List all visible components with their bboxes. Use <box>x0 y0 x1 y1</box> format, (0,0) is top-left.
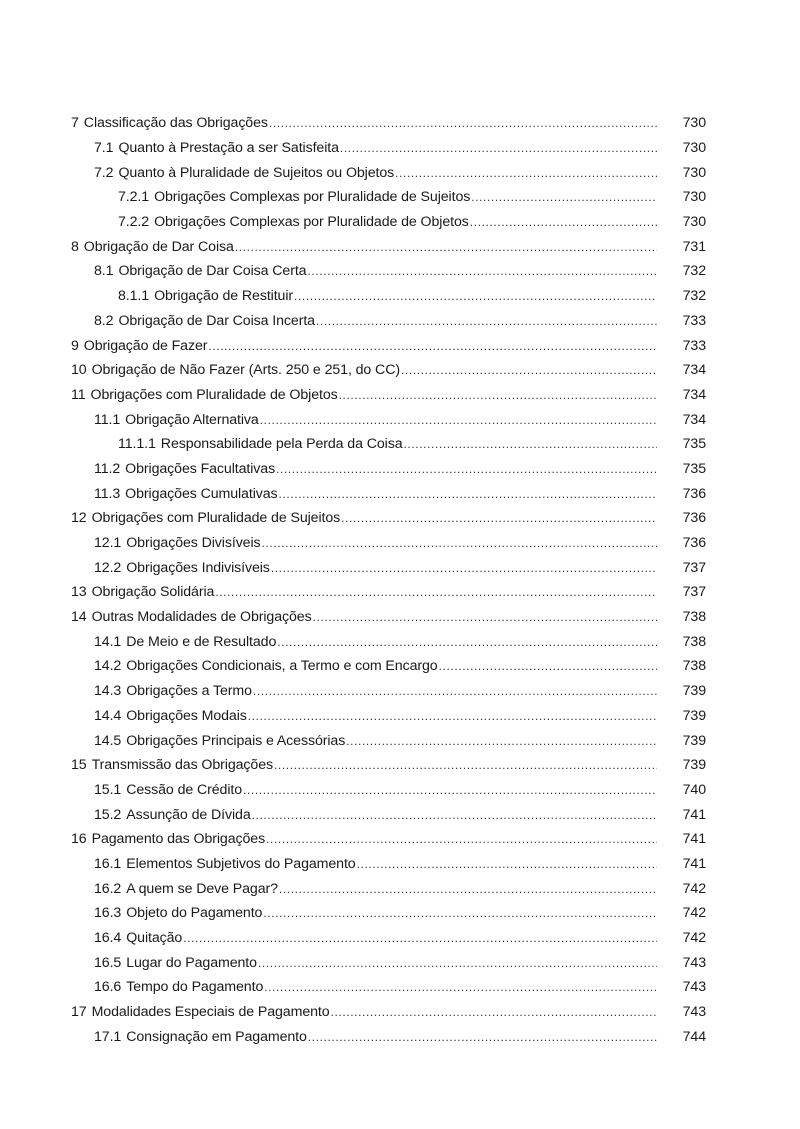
toc-entry <box>0 111 800 136</box>
toc-entry-leader <box>94 658 657 674</box>
toc-entry-title: Quanto à Prestação a ser Satisfeita <box>118 140 339 157</box>
toc-entry-page-number: 730 <box>682 189 706 206</box>
toc-entry-number: 8.1.1 <box>118 288 150 305</box>
toc-entry-title: Obrigações Indivisíveis <box>126 559 270 576</box>
dot-leader <box>307 1030 657 1044</box>
toc-entry <box>0 679 800 704</box>
toc-entry-title: Obrigações com Pluralidade de Objetos <box>90 386 338 403</box>
toc-entry <box>0 580 800 605</box>
toc-entry-title: Pagamento das Obrigações <box>91 831 266 848</box>
toc-entry <box>0 358 800 383</box>
toc-entry-number: 7.1 <box>94 140 114 157</box>
toc-entry-title: Obrigações Cumulativas <box>125 485 278 502</box>
toc-entry-title: Obrigações Modais <box>126 707 247 724</box>
toc-entry-title: Obrigações Condicionais, a Termo e com Encargo <box>126 658 438 675</box>
dot-leader <box>330 1005 657 1019</box>
toc-entry-page-number: 732 <box>682 288 706 305</box>
toc-entry-page-number: 743 <box>682 954 706 971</box>
toc-entry-page-number: 738 <box>682 658 706 675</box>
toc-entry-title: Outras Modalidades de Obrigações <box>91 609 312 626</box>
toc-entry <box>0 876 800 901</box>
toc-entry-leader <box>94 782 657 798</box>
toc-entry-title: Obrigações Divisíveis <box>126 535 261 552</box>
toc-entry-title: Obrigações Facultativas <box>125 460 276 477</box>
toc-entry-number: 16.6 <box>94 979 122 996</box>
dot-leader <box>234 240 657 254</box>
toc-entry-page-number: 735 <box>682 460 706 477</box>
dot-leader <box>252 684 657 698</box>
toc-entry <box>0 284 800 309</box>
toc-entry-page-number: 736 <box>682 535 706 552</box>
dot-leader <box>403 437 658 451</box>
toc-entry-page-number: 739 <box>682 757 706 774</box>
toc-entry-page-number: 739 <box>682 732 706 749</box>
toc-entry <box>0 407 800 432</box>
toc-entry-title: Objeto do Pagamento <box>126 905 263 922</box>
dot-leader <box>259 413 657 427</box>
toc-entry-leader <box>71 387 657 403</box>
toc-entry-page-number: 730 <box>682 214 706 231</box>
toc-entry-leader <box>71 362 657 378</box>
dot-leader <box>276 635 657 649</box>
dot-leader <box>214 585 657 599</box>
toc-entry-leader <box>118 436 657 452</box>
toc-entry-leader <box>94 165 657 181</box>
toc-entry-number: 15 <box>71 757 87 774</box>
toc-entry-title: Quitação <box>126 930 183 947</box>
toc-entry-leader <box>71 239 657 255</box>
dot-leader <box>251 808 657 822</box>
toc-entry-leader <box>94 313 657 329</box>
toc-entry-title: Elementos Subjetivos do Pagamento <box>126 855 356 872</box>
toc-entry-leader <box>94 708 657 724</box>
toc-entry-page-number: 740 <box>682 781 706 798</box>
toc-entry-page-number: 738 <box>682 609 706 626</box>
toc-entry-leader <box>94 486 657 502</box>
toc-entry <box>0 629 800 654</box>
toc-entry-page-number: 739 <box>682 707 706 724</box>
dot-leader <box>265 832 657 846</box>
toc-entry-leader <box>118 189 657 205</box>
toc-entry <box>0 901 800 926</box>
toc-entry-page-number: 735 <box>682 436 706 453</box>
toc-entry-page-number: 730 <box>682 164 706 181</box>
toc-entry-title: Obrigação de Dar Coisa <box>83 238 234 255</box>
toc-entry-leader <box>71 1004 657 1020</box>
toc-entry-title: Obrigação de Não Fazer (Arts. 250 e 251, do CC) <box>91 362 400 379</box>
toc-entry-leader <box>94 140 657 156</box>
toc-entry-page-number: 734 <box>682 362 706 379</box>
toc-entry-number: 9 <box>71 337 79 354</box>
toc-entry-page-number: 734 <box>682 386 706 403</box>
dot-leader <box>270 561 657 575</box>
toc-entry <box>0 728 800 753</box>
toc-entry-page-number: 743 <box>682 1004 706 1021</box>
toc-entry <box>0 457 800 482</box>
toc-entry-leader <box>94 535 657 551</box>
toc-entry-page-number: 736 <box>682 510 706 527</box>
toc-entry-title: Assunção de Dívida <box>126 806 251 823</box>
toc-entry-number: 11 <box>71 386 86 403</box>
toc-entry-page-number: 736 <box>682 485 706 502</box>
toc-entry-number: 12 <box>71 510 87 527</box>
toc-entry-number: 8.2 <box>94 312 114 329</box>
toc-entry-page-number: 733 <box>682 337 706 354</box>
toc-entry <box>0 259 800 284</box>
toc-entry-leader <box>71 831 657 847</box>
toc-entry-leader <box>118 288 657 304</box>
toc-entry-leader <box>94 634 657 650</box>
toc-entry-leader <box>71 584 657 600</box>
dot-leader <box>306 264 657 278</box>
toc-entry-number: 12.1 <box>94 535 122 552</box>
toc-entry-page-number: 743 <box>682 979 706 996</box>
toc-entry <box>0 654 800 679</box>
toc-entry-number: 16.3 <box>94 905 122 922</box>
dot-leader <box>263 980 657 994</box>
toc-entry-number: 11.2 <box>94 460 121 477</box>
toc-entry-page-number: 731 <box>682 238 706 255</box>
toc-entry <box>0 802 800 827</box>
toc-entry-leader <box>71 115 657 131</box>
toc-entry-leader <box>94 955 657 971</box>
toc-entry-page-number: 730 <box>682 140 706 157</box>
toc-entry-leader <box>94 1029 657 1045</box>
toc-entry-title: Obrigações Principais e Acessórias <box>126 732 346 749</box>
toc-entry-number: 16.4 <box>94 930 122 947</box>
toc-entry-leader <box>94 560 657 576</box>
toc-entry-number: 11.1.1 <box>118 436 156 453</box>
table-of-contents <box>0 111 800 1049</box>
dot-leader <box>312 610 657 624</box>
toc-entry-leader <box>94 733 657 749</box>
toc-entry-leader <box>94 683 657 699</box>
toc-entry-number: 11.1 <box>94 411 121 428</box>
toc-entry-title: Obrigação de Fazer <box>83 337 208 354</box>
toc-entry-page-number: 732 <box>682 263 706 280</box>
toc-entry-page-number: 742 <box>682 880 706 897</box>
toc-entry-number: 14 <box>71 609 87 626</box>
toc-entry-number: 14.2 <box>94 658 122 675</box>
toc-entry-leader <box>94 263 657 279</box>
toc-entry-number: 16.1 <box>94 855 122 872</box>
toc-entry <box>0 1024 800 1049</box>
toc-entry <box>0 185 800 210</box>
toc-entry-page-number: 741 <box>682 806 706 823</box>
toc-entry <box>0 827 800 852</box>
toc-entry-page-number: 734 <box>682 411 706 428</box>
toc-entry <box>0 531 800 556</box>
toc-entry <box>0 210 800 235</box>
toc-entry <box>0 136 800 161</box>
toc-entry-leader <box>71 757 657 773</box>
toc-entry-title: Classificação das Obrigações <box>83 115 268 132</box>
toc-entry <box>0 753 800 778</box>
toc-entry-number: 15.2 <box>94 806 122 823</box>
toc-entry-title: Quanto à Pluralidade de Sujeitos ou Objetos <box>118 164 395 181</box>
toc-entry-number: 17 <box>71 1004 87 1021</box>
dot-leader <box>278 487 657 501</box>
toc-entry-number: 16.5 <box>94 954 122 971</box>
toc-entry-leader <box>94 930 657 946</box>
toc-entry-number: 14.5 <box>94 732 122 749</box>
toc-entry-title: Obrigação de Dar Coisa Incerta <box>118 312 315 329</box>
toc-entry-leader <box>94 412 657 428</box>
toc-entry <box>0 1000 800 1025</box>
toc-entry-title: A quem se Deve Pagar? <box>126 880 278 897</box>
toc-entry <box>0 160 800 185</box>
toc-entry <box>0 975 800 1000</box>
toc-entry <box>0 605 800 630</box>
dot-leader <box>268 116 657 130</box>
toc-entry <box>0 926 800 951</box>
toc-entry-number: 8.1 <box>94 263 114 280</box>
toc-entry-leader <box>71 338 657 354</box>
toc-entry-page-number: 744 <box>682 1028 706 1045</box>
toc-entry-number: 13 <box>71 584 87 601</box>
toc-entry-page-number: 730 <box>682 115 706 132</box>
toc-entry <box>0 234 800 259</box>
dot-leader <box>338 388 657 402</box>
toc-entry-title: Responsabilidade pela Perda da Coisa <box>160 436 403 453</box>
toc-entry-leader <box>94 807 657 823</box>
dot-leader <box>469 215 657 229</box>
dot-leader <box>345 734 657 748</box>
toc-entry-title: Obrigação de Restituir <box>154 288 294 305</box>
toc-entry-title: Obrigações com Pluralidade de Sujeitos <box>91 510 341 527</box>
toc-entry-number: 14.4 <box>94 707 122 724</box>
toc-entry-title: Obrigações Complexas por Pluralidade de Objetos <box>154 214 469 231</box>
toc-entry-title: Obrigação Solidária <box>91 584 215 601</box>
toc-entry-page-number: 733 <box>682 312 706 329</box>
toc-entry-leader <box>94 461 657 477</box>
toc-entry-number: 12.2 <box>94 559 122 576</box>
dot-leader <box>257 956 657 970</box>
toc-entry-leader <box>71 609 657 625</box>
dot-leader <box>438 659 657 673</box>
dot-leader <box>340 511 657 525</box>
dot-leader <box>182 931 657 945</box>
toc-entry-leader <box>94 905 657 921</box>
toc-entry-title: Lugar do Pagamento <box>126 954 257 971</box>
toc-entry-title: Obrigações Complexas por Pluralidade de Sujeitos <box>154 189 471 206</box>
toc-entry-leader <box>118 214 657 230</box>
dot-leader <box>262 906 657 920</box>
toc-entry-number: 14.3 <box>94 683 122 700</box>
toc-entry <box>0 778 800 803</box>
dot-leader <box>394 166 657 180</box>
toc-entry-title: Obrigação de Dar Coisa Certa <box>118 263 307 280</box>
dot-leader <box>400 363 657 377</box>
toc-entry <box>0 852 800 877</box>
toc-entry-page-number: 741 <box>682 831 706 848</box>
toc-entry-title: Tempo do Pagamento <box>126 979 264 996</box>
toc-entry <box>0 481 800 506</box>
dot-leader <box>242 783 657 797</box>
dot-leader <box>273 758 657 772</box>
toc-entry-page-number: 737 <box>682 559 706 576</box>
toc-entry <box>0 383 800 408</box>
toc-entry-leader <box>94 881 657 897</box>
dot-leader <box>275 462 657 476</box>
toc-entry-number: 7.2 <box>94 164 114 181</box>
toc-entry-leader <box>71 510 657 526</box>
toc-entry <box>0 950 800 975</box>
toc-entry-page-number: 742 <box>682 930 706 947</box>
dot-leader <box>261 536 657 550</box>
toc-entry-title: Obrigação Alternativa <box>125 411 259 428</box>
toc-entry <box>0 432 800 457</box>
toc-entry-leader <box>94 979 657 995</box>
toc-entry-title: Cessão de Crédito <box>126 781 243 798</box>
toc-entry-number: 15.1 <box>94 781 122 798</box>
dot-leader <box>207 339 657 353</box>
toc-entry-number: 14.1 <box>94 633 122 650</box>
toc-entry <box>0 309 800 334</box>
toc-entry-title: Modalidades Especiais de Pagamento <box>91 1004 330 1021</box>
toc-entry-number: 16 <box>71 831 87 848</box>
dot-leader <box>278 882 657 896</box>
toc-entry-page-number: 737 <box>682 584 706 601</box>
dot-leader <box>470 190 657 204</box>
toc-entry-title: De Meio e de Resultado <box>126 633 277 650</box>
toc-entry-title: Consignação em Pagamento <box>126 1028 307 1045</box>
dot-leader <box>315 314 657 328</box>
toc-entry-page-number: 742 <box>682 905 706 922</box>
toc-entry-title: Transmissão das Obrigações <box>91 757 273 774</box>
toc-entry <box>0 704 800 729</box>
toc-entry-number: 7 <box>71 115 79 132</box>
toc-entry-number: 11.3 <box>94 485 121 502</box>
toc-entry <box>0 506 800 531</box>
toc-entry <box>0 333 800 358</box>
toc-entry-number: 7.2.1 <box>118 189 150 206</box>
toc-entry-number: 10 <box>71 362 87 379</box>
toc-entry-page-number: 738 <box>682 633 706 650</box>
toc-entry-number: 7.2.2 <box>118 214 150 231</box>
dot-leader <box>356 857 657 871</box>
toc-entry <box>0 555 800 580</box>
dot-leader <box>293 289 657 303</box>
toc-entry-page-number: 741 <box>682 855 706 872</box>
toc-entry-page-number: 739 <box>682 683 706 700</box>
dot-leader <box>247 709 657 723</box>
toc-entry-number: 17.1 <box>94 1028 122 1045</box>
toc-entry-leader <box>94 856 657 872</box>
toc-entry-number: 16.2 <box>94 880 122 897</box>
toc-entry-title: Obrigações a Termo <box>126 683 252 700</box>
dot-leader <box>339 141 657 155</box>
toc-entry-number: 8 <box>71 238 79 255</box>
